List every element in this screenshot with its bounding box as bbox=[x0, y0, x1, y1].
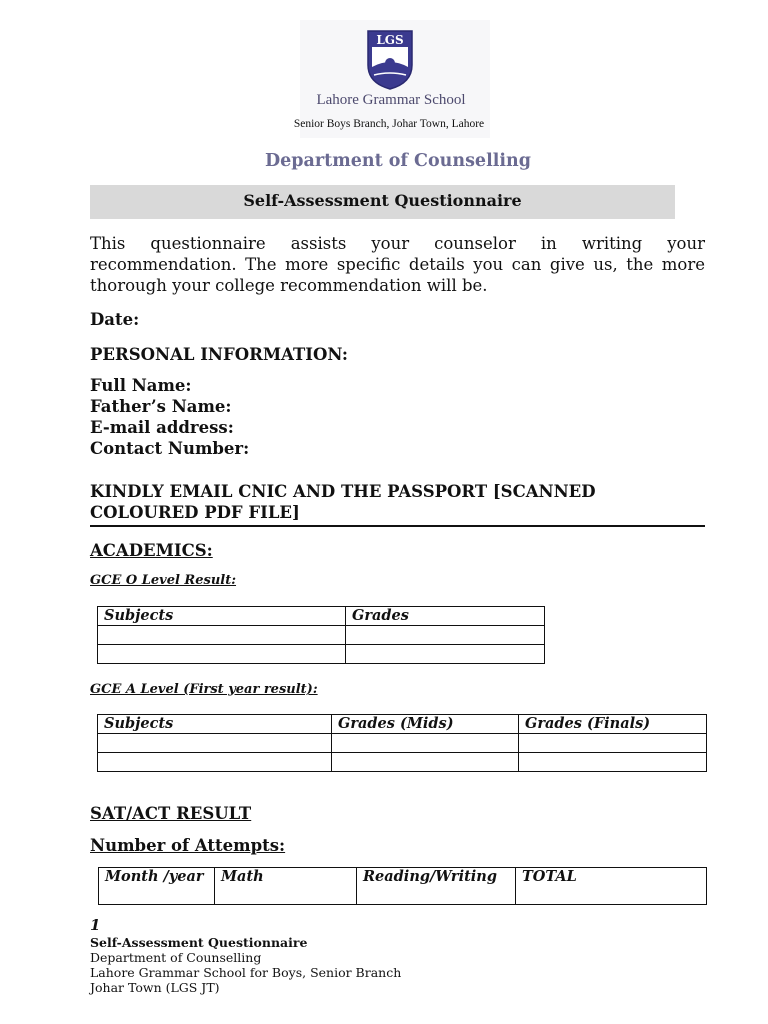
footer-line: Lahore Grammar School for Boys, Senior Branch bbox=[90, 965, 402, 980]
crest-text: LGS bbox=[376, 33, 404, 47]
intro-paragraph: This questionnaire assists your counselor in writing your recommendation. The more specific details you can give us, the more thorough your college recommendation will be. bbox=[90, 234, 705, 295]
department-title: Department of Counselling bbox=[265, 151, 531, 171]
olevel-table bbox=[97, 606, 545, 664]
table-header-cell: Grades (Mids) bbox=[332, 715, 519, 734]
questionnaire-title: Self-Assessment Questionnaire bbox=[243, 191, 522, 210]
alevel-table bbox=[97, 714, 707, 772]
table-row[interactable] bbox=[98, 753, 707, 772]
page-number: 1 bbox=[90, 916, 101, 934]
table-header-cell: Grades bbox=[346, 607, 545, 626]
father-name-label: Father’s Name: bbox=[90, 397, 232, 416]
date-label: Date: bbox=[90, 310, 140, 329]
table-header-cell: Grades (Finals) bbox=[519, 715, 707, 734]
table-cell[interactable] bbox=[519, 734, 707, 753]
academics-heading: ACADEMICS: bbox=[90, 541, 213, 560]
table-header-cell: Subjects bbox=[98, 607, 346, 626]
table-cell[interactable] bbox=[98, 645, 346, 664]
table-header-row bbox=[99, 868, 707, 905]
table-cell[interactable] bbox=[98, 626, 346, 645]
personal-info-heading: PERSONAL INFORMATION: bbox=[90, 345, 348, 364]
footer-title: Self-Assessment Questionnaire bbox=[90, 935, 308, 950]
table-header-cell: Math bbox=[215, 868, 357, 905]
table-header-cell: TOTAL bbox=[516, 868, 707, 905]
footer-line: Johar Town (LGS JT) bbox=[90, 980, 220, 995]
table-header-cell: Month /year bbox=[99, 868, 215, 905]
table-header-row bbox=[98, 607, 545, 626]
branch-address: Senior Boys Branch, Johar Town, Lahore bbox=[293, 118, 485, 130]
full-name-label: Full Name: bbox=[90, 376, 192, 395]
table-cell[interactable] bbox=[346, 626, 545, 645]
table-cell[interactable] bbox=[98, 734, 332, 753]
table-cell[interactable] bbox=[98, 753, 332, 772]
table-header-cell: Subjects bbox=[98, 715, 332, 734]
table-cell[interactable] bbox=[332, 753, 519, 772]
table-cell[interactable] bbox=[332, 734, 519, 753]
attempts-label: Number of Attempts: bbox=[90, 836, 286, 855]
table-cell[interactable] bbox=[519, 753, 707, 772]
table-header-cell: Reading/Writing bbox=[357, 868, 516, 905]
footer-line: Department of Counselling bbox=[90, 950, 262, 965]
cnic-notice: KINDLY EMAIL CNIC AND THE PASSPORT [SCANNED COLOURED PDF FILE] bbox=[90, 482, 596, 522]
olevel-label: GCE O Level Result: bbox=[90, 573, 237, 588]
divider bbox=[90, 525, 705, 527]
school-crest-icon bbox=[364, 27, 416, 91]
table-header-row bbox=[98, 715, 707, 734]
sat-table bbox=[98, 867, 707, 905]
alevel-label: GCE A Level (First year result): bbox=[90, 682, 318, 697]
table-row[interactable] bbox=[98, 645, 545, 664]
table-row[interactable] bbox=[98, 626, 545, 645]
email-label: E-mail address: bbox=[90, 418, 234, 437]
table-cell[interactable] bbox=[346, 645, 545, 664]
contact-number-label: Contact Number: bbox=[90, 439, 250, 458]
sat-heading: SAT/ACT RESULT bbox=[90, 804, 252, 823]
table-row[interactable] bbox=[98, 734, 707, 753]
school-name: Lahore Grammar School bbox=[316, 92, 466, 108]
